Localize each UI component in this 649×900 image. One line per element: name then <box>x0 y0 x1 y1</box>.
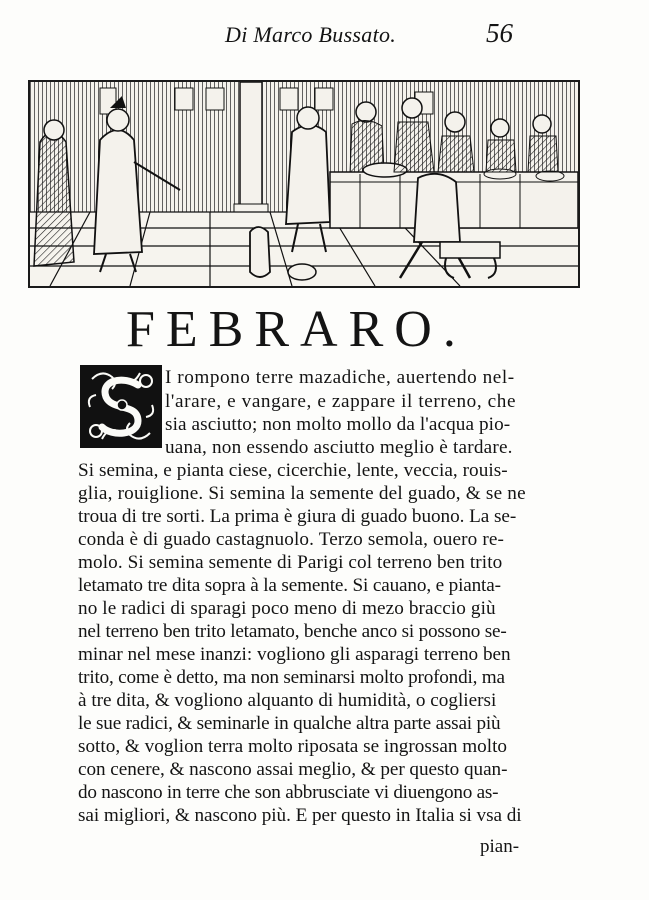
text-line: minar nel mese inanzi: vogliono gli asparagi terreno ben <box>78 644 511 665</box>
text-line: do nascono in terre che son abbrusciate vi diuengono as- <box>78 782 499 803</box>
text-line: sotto, & voglion terra molto riposata se ingrossan molto <box>78 736 508 757</box>
text-line: sia asciutto; non molto mollo da l'acqua pio- <box>165 414 511 435</box>
page-number: 56 <box>486 18 513 48</box>
text-line: à tre dita, & vogliono alquanto di humidità, o cogliersi <box>78 690 497 711</box>
text-line: conda è di guado castagnuolo. Terzo semola, ouero re- <box>78 529 505 550</box>
catchword: pian- <box>480 836 520 857</box>
text-line: I rompono terre mazadiche, auertendo nel- <box>165 367 515 388</box>
text-line: l'arare, e vangare, e zappare il terreno, che <box>165 391 517 412</box>
text-line: nel terreno ben trito letamato, benche anco si possono se- <box>78 621 507 642</box>
text-line: letamato tre dita sopra à la semente. Si cauano, e pianta- <box>78 575 501 596</box>
month-heading: FEBRARO. <box>126 301 467 358</box>
text-line: molo. Si semina semente di Parigi col terreno ben trito <box>78 552 503 573</box>
text-line: le sue radici, & seminarle in qualche altra parte assai più <box>78 713 501 734</box>
text-line: trito, come è detto, ma non seminarsi molto profondi, ma <box>78 667 505 688</box>
text-line: uana, non essendo asciutto meglio è tardare. <box>165 437 513 458</box>
text-line: Si semina, e pianta ciese, cicerchie, lente, veccia, rouis- <box>78 460 508 481</box>
text-line: glia, rouiglione. Si semina la semente del guado, & se ne <box>78 483 526 504</box>
text-line: sai migliori, & nascono più. E per questo in Italia si vsa di <box>78 805 522 826</box>
woodcut-banquet-illustration-icon <box>28 80 580 288</box>
decorated-initial-s-icon <box>80 365 162 448</box>
running-title: Di Marco Bussato. <box>225 22 397 47</box>
text-line: troua di tre sorti. La prima è giura di guado buono. La se- <box>78 506 517 527</box>
text-line: con cenere, & nascono assai meglio, & per questo quan- <box>78 759 508 780</box>
text-line: no le radici di sparagi poco meno di mezo braccio giù <box>78 598 496 619</box>
